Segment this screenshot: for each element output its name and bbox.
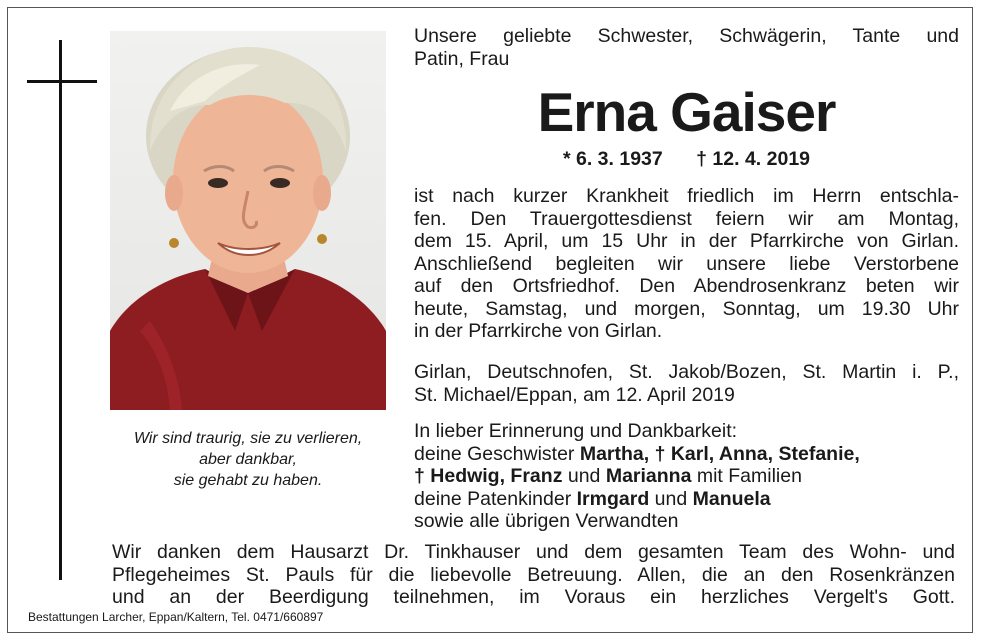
places-line: Girlan, Deutschnofen, St. Jakob/Bozen, St. Martin i. P.,: [414, 361, 959, 383]
mourners-label: deine Patenkinder: [414, 487, 577, 510]
intro-line: Unsere geliebte Schwester, Schwägerin, Tante und: [414, 25, 959, 47]
cross-icon-bar: [27, 80, 97, 83]
deceased-name: Erna Gaiser: [537, 81, 836, 143]
conjunction: und: [562, 465, 606, 487]
intro-text: [414, 25, 959, 70]
announcement-line: fen. Den Trauergottesdienst feiern wir am Montag,: [414, 207, 959, 230]
thanks-line: Wir danken dem Hausarzt Dr. Tinkhauser und dem gesamten Team des Wohn- und: [112, 541, 955, 563]
death-date: † 12. 4. 2019: [696, 148, 811, 170]
mourners-label: deine Geschwister: [414, 442, 580, 465]
mourners-siblings: [414, 443, 959, 466]
sibling-names: Marianna: [605, 465, 692, 487]
life-dates: [414, 147, 959, 171]
godchild-name: Irmgard: [576, 487, 650, 510]
portrait-photo: [110, 31, 386, 410]
mourners-siblings-cont: [414, 465, 959, 488]
thanks-line: und an der Beerdigung teilnehmen, im Voraus ein herzliches Vergelt's Gott.: [112, 586, 955, 608]
places-line: St. Michael/Eppan, am 12. April 2019: [414, 383, 735, 406]
memorial-quote: [100, 428, 396, 491]
conjunction: und: [649, 487, 693, 510]
mourners-text: [414, 420, 959, 533]
sibling-names: † Hedwig, Franz: [414, 465, 563, 487]
quote-line: Wir sind traurig, sie zu verlieren,: [133, 430, 363, 447]
quote-line: aber dankbar,: [199, 451, 297, 468]
announcement-line: heute, Samstag, und morgen, Sonntag, um 19.30 Uhr: [414, 297, 959, 320]
birth-date: * 6. 3. 1937: [562, 148, 663, 170]
mourners-godchildren: [414, 488, 959, 511]
cross-icon: [59, 40, 62, 580]
intro-line: Patin, Frau: [414, 47, 510, 70]
announcement-line: ist nach kurzer Krankheit friedlich im Herrn entschla-: [414, 185, 959, 207]
mourners-relatives: sowie alle übrigen Verwandten: [414, 510, 679, 532]
funeral-home-footer: Bestattungen Larcher, Eppan/Kaltern, Tel. 0471/660897: [28, 610, 324, 624]
announcement-text: [414, 185, 959, 343]
thanks-text: [112, 541, 955, 609]
quote-line: sie gehabt zu haben.: [173, 472, 323, 489]
announcement-line: Anschließend begleiten wir unsere liebe Verstorbene: [414, 252, 959, 275]
mourners-suffix: mit Familien: [691, 465, 802, 487]
sibling-names: Martha, † Karl, Anna, Stefanie,: [579, 442, 860, 465]
thanks-line: Pflegeheimes St. Pauls für die liebevolle Betreuung. Allen, die an den Rosenkränzen: [112, 563, 955, 586]
announcement-line: auf den Ortsfriedhof. Den Abendrosenkranz beten wir: [414, 275, 959, 297]
announcement-line: dem 15. April, um 15 Uhr in der Pfarrkirche von Girlan.: [414, 230, 959, 252]
godchild-name: Manuela: [692, 487, 771, 510]
announcement-line: in der Pfarrkirche von Girlan.: [414, 320, 663, 342]
places-text: [414, 361, 959, 406]
mourners-intro: In lieber Erinnerung und Dankbarkeit:: [414, 420, 738, 442]
